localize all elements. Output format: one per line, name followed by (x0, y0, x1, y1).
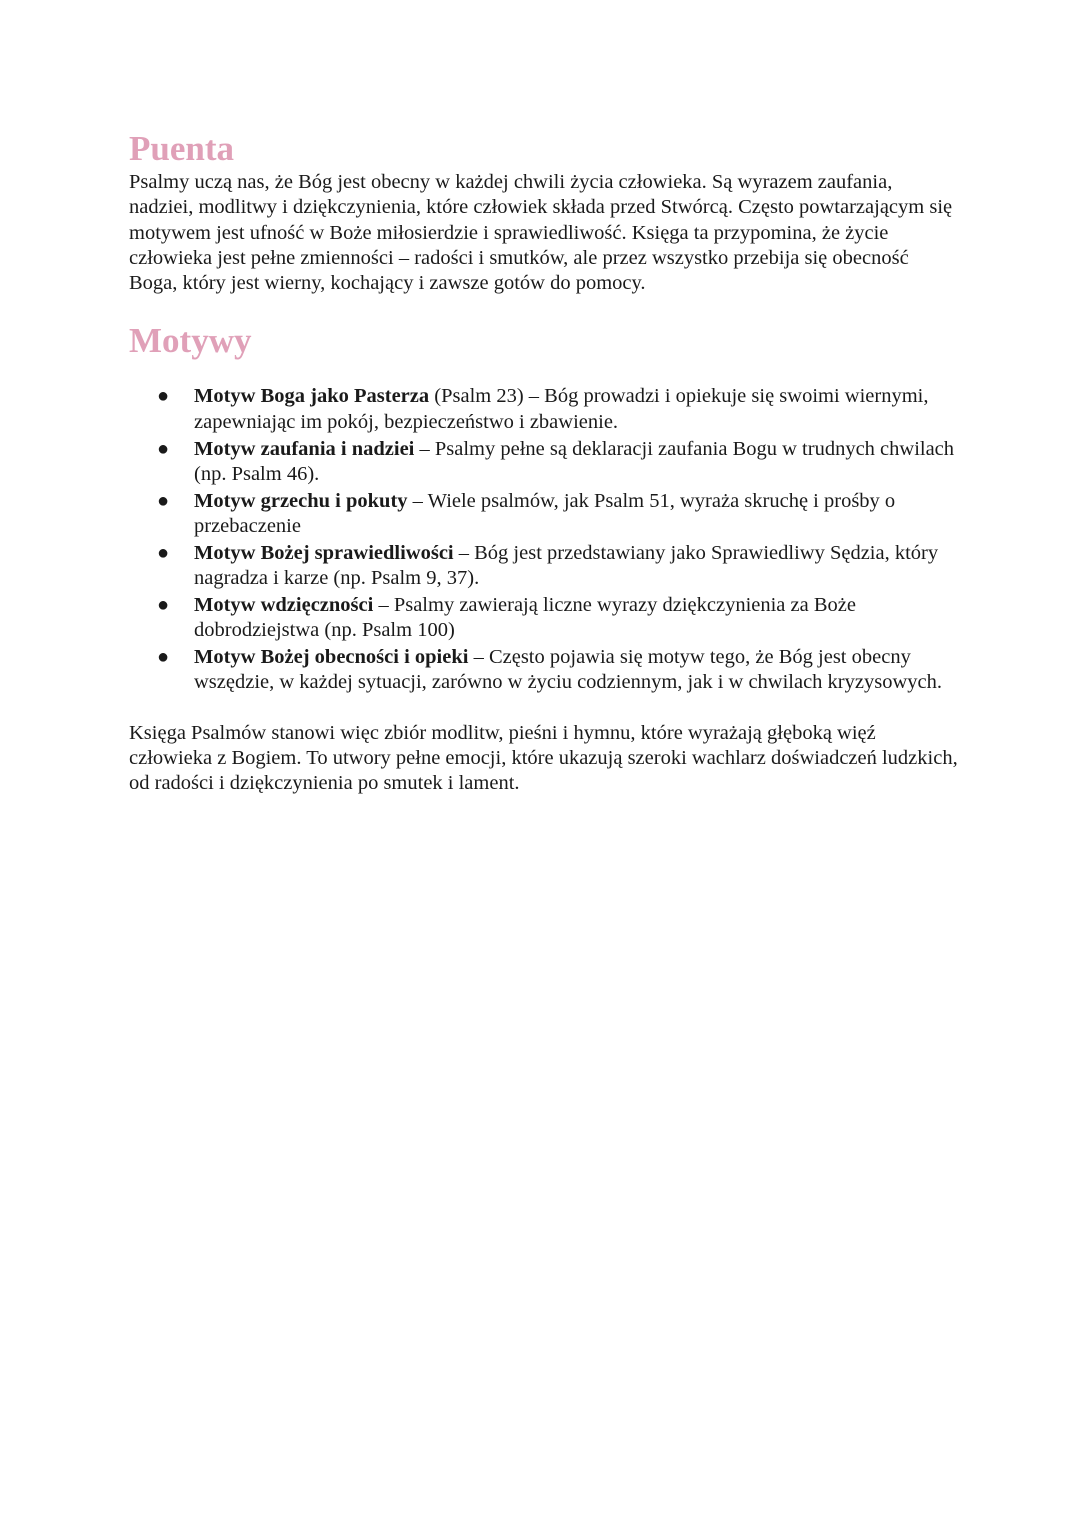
bullet-icon: ● (157, 437, 170, 460)
bullet-icon: ● (157, 593, 170, 616)
list-item (157, 384, 959, 435)
bullet-icon: ● (157, 385, 170, 408)
motif-description: – Często pojawia się motyw tego, że Bóg jest obecny wszędzie, w każdej sytuacji, zarówno w życiu codziennym, jak i w chwilach kryzysowych. (194, 645, 942, 694)
motif-description: – Psalmy zawierają liczne wyrazy dziękczynienia za Boże dobrodziejstwa (np. Psalm 100) (194, 593, 856, 642)
bullet-icon: ● (157, 645, 170, 668)
section-heading-motywy: Motywy (129, 321, 252, 361)
motifs-list (129, 384, 959, 695)
list-item (157, 593, 959, 644)
motif-term: Motyw zaufania i nadziei (194, 437, 415, 460)
list-item (157, 645, 959, 696)
section-heading-puenta: Puenta (129, 129, 234, 168)
motif-term: Motyw wdzięczności (194, 593, 374, 616)
document-page (129, 128, 959, 796)
motif-description: (Psalm 23) – Bóg prowadzi i opiekuje się swoimi wiernymi, zapewniając im pokój, bezpieczeństwo i zbawienie. (194, 385, 929, 433)
list-item (157, 489, 959, 540)
motif-term: Motyw Boga jako Pasterza (194, 385, 430, 408)
motif-description: – Psalmy pełne są deklaracji zaufania Bogu w trudnych chwilach (np. Psalm 46). (194, 437, 955, 485)
motif-term: Motyw Bożej sprawiedliwości (194, 541, 454, 564)
motif-term: Motyw grzechu i pokuty (194, 489, 408, 512)
puenta-paragraph: Psalmy uczą nas, że Bóg jest obecny w każdej chwili życia człowieka. Są wyrazem zaufania, nadziei, modlitwy i dziękczynienia, które człowiek składa przed Stwórcą. Często powtarzającym się motywem jest ufność w Boże miłosierdzie i sprawiedliwość. Księga ta przypomina, że życie człowieka jest pełne zmienności – radości i smutków, ale przez wszystko przebija się obecność Boga, który jest wierny, kochający i zawsze gotów do pomocy. (129, 171, 953, 295)
bullet-icon: ● (157, 541, 170, 564)
motif-term: Motyw Bożej obecności i opieki (194, 645, 469, 668)
motif-description: – Wiele psalmów, jak Psalm 51, wyraża skruchę i prośby o przebaczenie (194, 489, 896, 537)
closing-paragraph: Księga Psalmów stanowi więc zbiór modlitw, pieśni i hymnu, które wyrażają głęboką więź człowieka z Bogiem. To utwory pełne emocji, które ukazują szeroki wachlarz doświadczeń ludzkich, od radości i dziękczynienia po smutek i lament. (129, 721, 958, 795)
list-item (157, 541, 959, 592)
list-item (157, 437, 959, 488)
motif-description: – Bóg jest przedstawiany jako Sprawiedliwy Sędzia, który nagradza i karze (np. Psalm 9, 37). (194, 541, 939, 590)
bullet-icon: ● (157, 489, 170, 512)
